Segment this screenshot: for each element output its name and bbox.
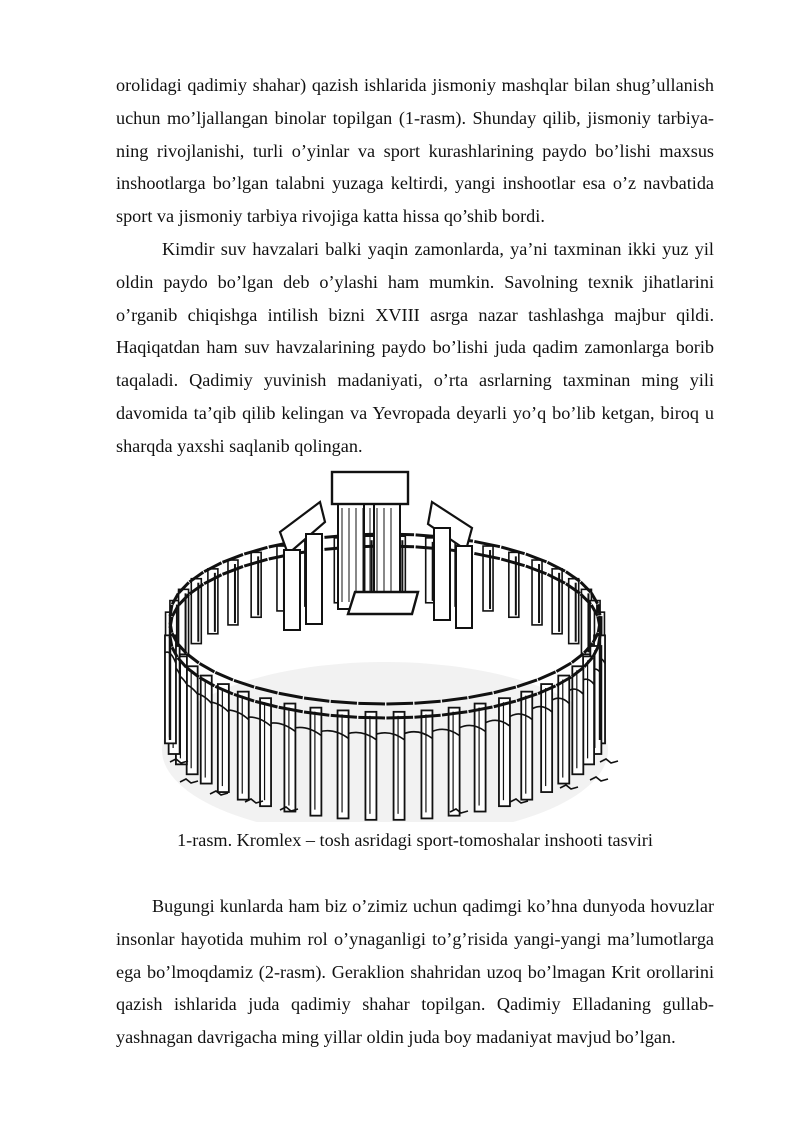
front-lintel-bottom <box>414 715 440 717</box>
front-lintel-top <box>556 663 571 671</box>
front-upright <box>310 708 321 816</box>
right-trilithon-stone-2 <box>456 546 472 628</box>
front-upright <box>583 656 594 764</box>
front-upright <box>365 712 376 820</box>
front-lintel-bottom <box>331 715 357 717</box>
front-upright <box>201 676 212 784</box>
front-upright <box>338 710 349 818</box>
front-upright <box>238 692 249 800</box>
front-lintel-top <box>187 654 199 663</box>
front-lintel-top <box>414 701 440 703</box>
front-lintel-top <box>331 701 357 703</box>
front-lintel-top <box>538 672 556 680</box>
front-upright <box>284 704 295 812</box>
front-upright <box>521 692 532 800</box>
front-lintel-top <box>200 663 215 671</box>
paragraph-3: Bugungi kunlarda ham biz o’zimiz uchun qadimgi ko’hna dunyoda hovuzlar insonlar hayotida muhim rol o’ynaganligi to’g’risida yangi-yangi ma’lumotlarga ega bo’lmoqdamiz (2-rasm). Geraklion shahridan uzoq bo’lmagan Krit orollarini qazish ishlarida juda qadimiy shahar topilgan. Qadimiy Elladaning gullab-yashnagan davrigacha ming yillar oldin juda boy madaniyat mavjud bo’lgan. <box>116 896 714 1048</box>
trilithon-lintel <box>332 472 408 504</box>
paragraph-2: Kimdir suv havzalari balki yaqin zamonlarda, ya’ni taxminan ikki yuz yil oldin paydo bo’lgan deb o’ylashi ham mumkin. Savolning texnik jihatlarini o’rganib chiqishga intilish bizni XVIII asrga nazar tashlashga majbur qildi. Haqiqatdan ham suv havzalarining paydo bo’lishi juda qadim zamonlarga borib taqaladi. Qadimiy yuvinish madaniyati, o’rta asrlarning taxminan ming yili davomida ta’qib qilib kelingan va Yevropada deyarli yo’q bo’lib ketgan, biroq u sharqda yaxshi saqlanib qolingan. <box>116 239 714 456</box>
front-lintel-top <box>572 653 584 662</box>
front-upright <box>475 704 486 812</box>
stonehenge-drawing <box>150 462 620 822</box>
front-upright <box>449 708 460 816</box>
front-upright <box>260 698 271 806</box>
front-upright <box>218 684 229 792</box>
figure-caption: 1-rasm. Kromlex – tosh asridagi sport-tomoshalar inshooti tasviri <box>177 830 653 850</box>
front-lintel-top <box>358 703 385 704</box>
left-trilithon-stone <box>284 550 300 630</box>
stonehenge-illustration <box>150 462 620 822</box>
front-lintel-bottom <box>386 717 413 718</box>
front-upright <box>541 684 552 792</box>
front-upright <box>394 712 405 820</box>
front-upright <box>572 666 583 774</box>
front-upright <box>499 698 510 806</box>
left-trilithon-stone-2 <box>306 534 322 624</box>
front-upright <box>421 710 432 818</box>
front-upright <box>558 676 569 784</box>
right-trilithon-stone <box>434 528 450 620</box>
paragraph-1: orolidagi qadimiy shahar) qazish ishlarida jismoniy mashqlar bilan shug’ullanish uchun mo’ljallangan binolar topilgan (1-rasm). Shunday qilib, jismoniy tarbiya-ning rivojlanishi, turli o’yinlar va sport kurashlarining paydo bo’lishi maxsus inshootlarga bo’lgan talabni yuzaga keltirdi, yangi inshootlar esa o’z navbatida sport va jismoniy tarbiya rivojiga katta hissa qo’shib bordi. <box>116 75 714 227</box>
front-upright <box>187 666 198 774</box>
altar-stone <box>348 592 418 614</box>
front-lintel-top <box>386 703 413 704</box>
front-lintel-bottom <box>358 717 385 718</box>
front-lintel-top <box>215 672 233 680</box>
